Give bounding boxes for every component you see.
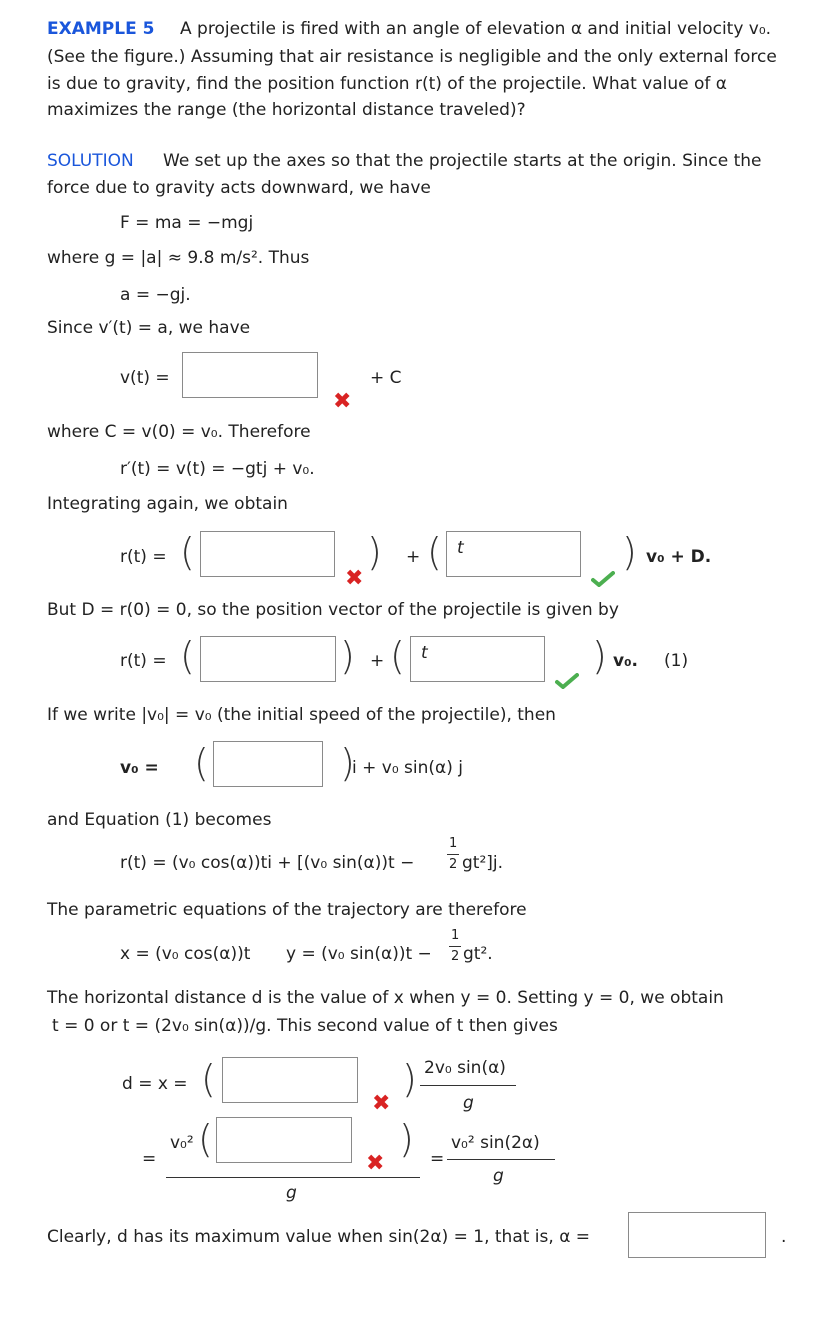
example-line-3: is due to gravity, find the position function r(t) of the projectile. What value of α (47, 74, 727, 94)
horizontal-line-2: t = 0 or t = (2v₀ sin(α))/g. This second value of t then gives (52, 1016, 558, 1036)
r2-close-paren: ) (340, 634, 355, 678)
example-line-2: (See the figure.) Assuming that air resistance is negligible and the only external force (47, 47, 777, 67)
solution-label: SOLUTION (47, 151, 134, 171)
r1-open-paren-2: ( (427, 530, 442, 574)
r2-close-paren-2: ) (592, 634, 607, 678)
x-equation: x = (v₀ cos(α))t (120, 944, 251, 964)
v0-lhs: v₀ = (120, 758, 159, 778)
d-open-paren: ( (201, 1057, 216, 1101)
solution-line-2: force due to gravity acts downward, we have (47, 178, 431, 198)
r2-answer-box-1[interactable] (200, 636, 336, 682)
d-answer-box-2[interactable] (216, 1117, 352, 1163)
d-frac-num: 2v₀ sin(α) (424, 1058, 506, 1078)
equation-number: (1) (664, 651, 689, 671)
y-half-den: 2 (451, 949, 460, 964)
d-close-paren: ) (402, 1057, 417, 1101)
y-half-num: 1 (451, 928, 460, 943)
r1-answer-box-2[interactable]: t (446, 531, 581, 577)
horizontal-line-1: The horizontal distance d is the value of x when y = 0. Setting y = 0, we obtain (47, 988, 724, 1008)
r-full-half-line (447, 854, 459, 855)
r1-tail: v₀ + D. (646, 547, 712, 567)
eq2-v0-squared: v₀² (170, 1133, 194, 1153)
v-rhs-plus-c: + C (370, 368, 402, 388)
where-c-text: where C = v(0) = v₀. Therefore (47, 422, 311, 442)
since-text: Since v′(t) = a, we have (47, 318, 251, 338)
d-frac-den: g (463, 1093, 474, 1113)
where-g-text: where g = |a| ≈ 9.8 m/s². Thus (47, 248, 310, 268)
r-full-part-b: gt²]j. (462, 853, 504, 873)
eq2-close-paren: ) (399, 1117, 414, 1161)
v0-open-paren: ( (194, 741, 209, 785)
solution-line-1: We set up the axes so that the projectile starts at the origin. Since the (163, 151, 762, 171)
r1-answer-box-1[interactable] (200, 531, 335, 577)
clearly-text: Clearly, d has its maximum value when sin(2α) = 1, that is, α = (47, 1227, 591, 1247)
r2-answer-box-2[interactable]: t (410, 636, 545, 682)
eq2-open-paren: ( (198, 1117, 213, 1161)
example-label: EXAMPLE 5 (47, 19, 155, 39)
acceleration-equation: a = −gj. (120, 285, 191, 305)
v0-tail: i + v₀ sin(α) j (352, 758, 464, 778)
r2-box2-correct-icon (555, 673, 579, 689)
example-line-1: A projectile is fired with an angle of elevation α and initial velocity v₀. (180, 19, 772, 39)
d-box2-incorrect-icon: ✖ (366, 1151, 385, 1176)
eq2-den: g (286, 1183, 297, 1203)
d-frac-line (420, 1085, 516, 1086)
y-half-line (449, 946, 461, 947)
eq2-rhs-line (447, 1159, 555, 1160)
d-answer-box[interactable] (222, 1057, 358, 1103)
if-write-text: If we write |v₀| = v₀ (the initial speed of the projectile), then (47, 705, 556, 725)
y-equation-part-b: gt². (463, 944, 493, 964)
r-full-half-den: 2 (449, 857, 458, 872)
eq2-rhs-num: v₀² sin(2α) (451, 1133, 540, 1153)
r1-plus: + (406, 547, 421, 567)
r-full-part-a: r(t) = (v₀ cos(α))ti + [(v₀ sin(α))t − (120, 853, 415, 873)
r2-lhs: r(t) = (120, 651, 167, 671)
eq2-equals-sign: = (142, 1149, 157, 1169)
r1-open-paren: ( (180, 530, 195, 574)
v0-close-paren: ) (340, 741, 355, 785)
r2-plus: + (370, 651, 385, 671)
r2-tail: v₀. (613, 651, 638, 671)
r1-close-paren-2: ) (622, 530, 637, 574)
r-prime-equation: r′(t) = v(t) = −gtj + v₀. (120, 459, 315, 479)
v-answer-box[interactable] (182, 352, 318, 398)
d-box-incorrect-icon: ✖ (372, 1091, 391, 1116)
v-lhs: v(t) = (120, 368, 170, 388)
r1-box1-incorrect-icon: ✖ (345, 566, 364, 591)
r1-box2-correct-icon (591, 571, 615, 587)
v-incorrect-icon: ✖ (333, 389, 352, 414)
y-equation-part-a: y = (v₀ sin(α))t − (286, 944, 432, 964)
and-equation-text: and Equation (1) becomes (47, 810, 272, 830)
parametric-text: The parametric equations of the trajectory are therefore (47, 900, 527, 920)
r-full-half-num: 1 (449, 836, 458, 851)
final-period: . (781, 1227, 787, 1247)
r1-lhs: r(t) = (120, 547, 167, 567)
r2-open-paren: ( (180, 634, 195, 678)
but-d-text: But D = r(0) = 0, so the position vector of the projectile is given by (47, 600, 619, 620)
r1-close-paren: ) (367, 530, 382, 574)
eq2-frac-line (166, 1177, 420, 1178)
alpha-answer-box[interactable] (628, 1212, 766, 1258)
force-equation: F = ma = −mgj (120, 213, 254, 233)
r2-open-paren-2: ( (390, 634, 405, 678)
v0-answer-box[interactable] (213, 741, 323, 787)
eq2-equals-2: = (430, 1149, 445, 1169)
d-lhs: d = x = (122, 1074, 188, 1094)
example-line-4: maximizes the range (the horizontal distance traveled)? (47, 100, 526, 120)
integrating-text: Integrating again, we obtain (47, 494, 288, 514)
eq2-rhs-den: g (493, 1166, 504, 1186)
